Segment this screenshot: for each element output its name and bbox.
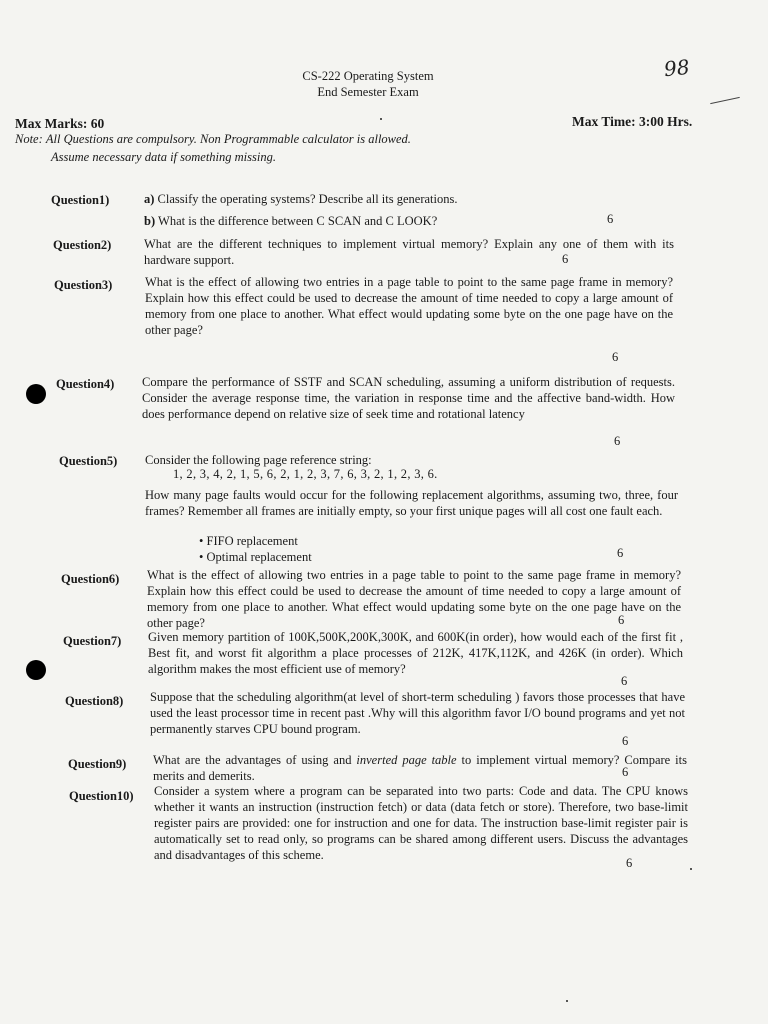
question-1-label: Question1) <box>51 193 110 207</box>
question-4-label: Question4) <box>56 377 115 391</box>
question-3-label: Question3) <box>54 278 113 292</box>
question-9-text-after: to implement virtual memory? Compare its merits and demerits. <box>153 753 687 783</box>
question-5-text: How many page faults would occur for the following replacement algorithms, assuming two, three, four frames? Remember all frames are initially empty, so your first unique pages will all cost one fault each. <box>145 488 678 518</box>
question-9-marks: 6 <box>622 765 629 779</box>
question-10-marks: 6 <box>626 856 633 870</box>
course-title: CS-222 Operating System <box>302 69 434 83</box>
punched-hole-marker <box>26 660 46 680</box>
exam-note <box>15 132 411 147</box>
question-6-text: What is the effect of allowing two entries in a page table to point to the same page frame in memory? Explain how this effect could be used to decrease the amount of time needed to copy a large amount of memory from one place to another. What effect would updating some byte on the one page have on the other page? <box>147 568 681 630</box>
question-5-marks: 6 <box>617 546 624 560</box>
question-5-label: Question5) <box>59 454 118 468</box>
question-9-text <box>153 752 687 784</box>
part-b-text: What is the difference between C SCAN and C LOOK? <box>158 214 438 228</box>
question-9-text-before: What are the advantages of using and <box>153 753 357 767</box>
question-6-marks: 6 <box>618 613 625 627</box>
question-6-label: Question6) <box>61 572 120 586</box>
option-optimal: • Optimal replacement <box>199 549 312 565</box>
question-7-marks: 6 <box>621 674 628 688</box>
part-a-label: a) <box>144 192 155 206</box>
question-1-part-b <box>144 213 604 229</box>
scan-speck <box>380 118 382 120</box>
page-reference-string: 1, 2, 3, 4, 2, 1, 5, 6, 2, 1, 2, 3, 7, 6, 3, 2, 1, 2, 3, 6. <box>173 467 438 481</box>
question-1-marks: 6 <box>607 212 614 226</box>
question-9-term: inverted page table <box>356 753 457 767</box>
part-a-text: Classify the operating systems? Describe all its generations. <box>157 192 458 206</box>
scan-speck <box>566 1000 568 1002</box>
note-line-2: Assume necessary data if something missing. <box>51 150 276 164</box>
note-label: Note: <box>15 132 43 146</box>
part-b-label: b) <box>144 214 156 228</box>
option-fifo: • FIFO replacement <box>199 533 312 549</box>
question-3-text: What is the effect of allowing two entries in a page table to point to the same page frame in memory? Explain how this effect could be used to decrease the amount of time needed to copy a large amount of memory from one place to another. What effect would updating some byte on the one page have on the other page? <box>145 275 673 337</box>
question-2-label: Question2) <box>53 238 112 252</box>
question-2-text: What are the different techniques to implement virtual memory? Explain any one of them with its hardware support. <box>144 237 674 267</box>
handwritten-grade: 98 <box>662 54 691 82</box>
max-time: Max Time: 3:00 Hrs. <box>572 114 693 129</box>
question-8-text: Suppose that the scheduling algorithm(at level of short-term scheduling ) favors those processes that have used the least processor time in recent past .Why will this algorithm favor I/O bound programs and yet not permanently starves CPU bound program. <box>150 690 685 736</box>
scan-speck <box>690 868 692 870</box>
question-1-part-a <box>144 191 704 207</box>
question-10-text: Consider a system where a program can be separated into two parts: Code and data. The CPU knows whether it wants an instruction (instruction fetch) or data (data fetch or store). Therefore, two base-limit register pairs are provided: one for instruction and one for data. The instruction base-limit register pair is automatically set to read only, so programs can be shared among different users. Discuss the advantages and disadvantages of this scheme. <box>154 784 688 862</box>
question-8-marks: 6 <box>622 734 629 748</box>
replacement-options <box>199 533 312 565</box>
exam-title: End Semester Exam <box>317 85 419 99</box>
question-3-marks: 6 <box>612 350 619 364</box>
question-2-marks: 6 <box>562 252 569 266</box>
question-5-intro: Consider the following page reference string: <box>145 453 372 467</box>
question-7-label: Question7) <box>63 634 122 648</box>
note-line-1: All Questions are compulsory. Non Programmable calculator is allowed. <box>45 132 411 146</box>
question-9-label: Question9) <box>68 757 127 771</box>
max-marks: Max Marks: 60 <box>15 116 105 131</box>
question-8-label: Question8) <box>65 694 124 708</box>
question-10-label: Question10) <box>69 789 134 803</box>
question-7-text: Given memory partition of 100K,500K,200K,300K, and 600K(in order), how would each of the first fit , Best fit, and worst fit algorithm a place processes of 212K, 417K,112K, and 426K (in order). Which algorithm makes the most efficient use of memory? <box>148 630 683 676</box>
question-4-marks: 6 <box>614 434 621 448</box>
question-4-text: Compare the performance of SSTF and SCAN scheduling, assuming a uniform distribution of requests. Consider the average response time, the variation in response time and the affective band-width. How does performance depend on relative size of seek time and rotational latency <box>142 375 675 421</box>
punched-hole-marker <box>26 384 46 404</box>
